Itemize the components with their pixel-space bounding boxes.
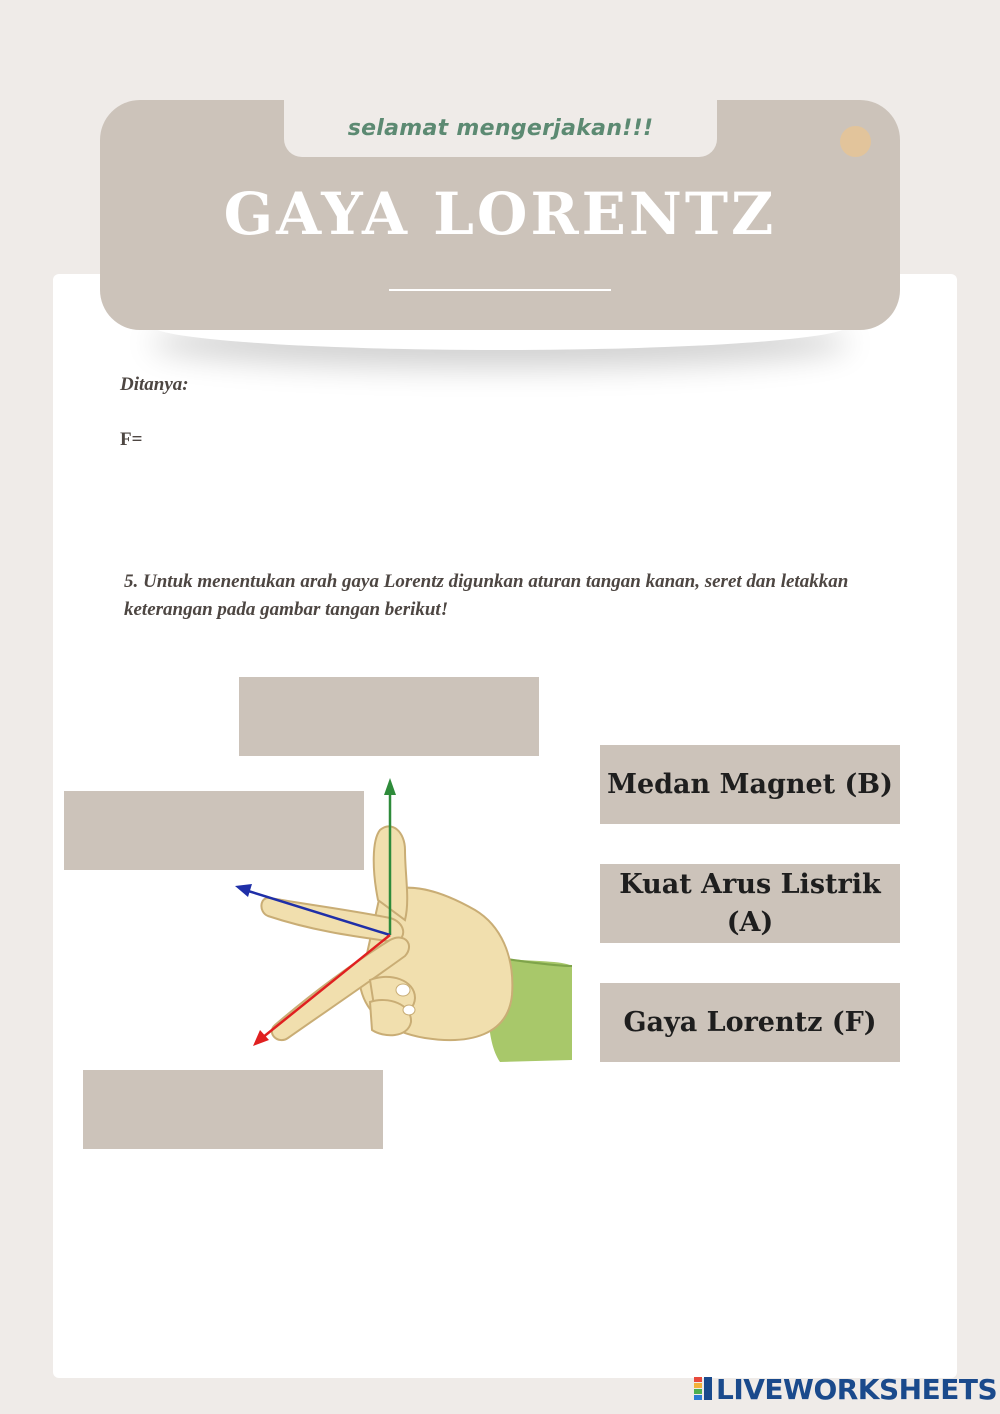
middle-arrowhead-icon — [253, 1030, 269, 1046]
index-arrowhead-icon — [235, 884, 252, 897]
decorative-dot — [840, 126, 871, 157]
thumb-arrowhead-icon — [384, 778, 396, 795]
drop-zone-middle[interactable] — [83, 1070, 383, 1149]
page-title: GAYA LORENTZ — [223, 180, 777, 248]
right-hand-rule-illustration — [200, 740, 580, 1070]
title-divider — [389, 289, 611, 291]
drop-zone-index[interactable] — [64, 791, 364, 870]
option-tile-lorentz-force[interactable]: Gaya Lorentz (F) — [600, 983, 900, 1062]
option-tile-current[interactable]: Kuat Arus Listrik (A) — [600, 864, 900, 943]
tagline-tab — [284, 100, 717, 157]
liveworksheets-brand[interactable] — [694, 1374, 997, 1404]
asked-label: Ditanya: — [120, 374, 189, 395]
brand-text: LIVEWORKSHEETS — [716, 1372, 998, 1406]
question-text: 5. Untuk menentukan arah gaya Lorentz digunkan aturan tangan kanan, seret dan letakkan keterangan pada gambar tangan berikut! — [124, 571, 849, 620]
liveworksheets-logo-icon — [694, 1377, 712, 1401]
drop-zone-thumb[interactable] — [239, 677, 539, 756]
option-tile-magnetic-field[interactable]: Medan Magnet (B) — [600, 745, 900, 824]
tagline-text: selamat mengerjakan!!! — [347, 116, 654, 141]
formula-label: F= — [120, 429, 143, 450]
